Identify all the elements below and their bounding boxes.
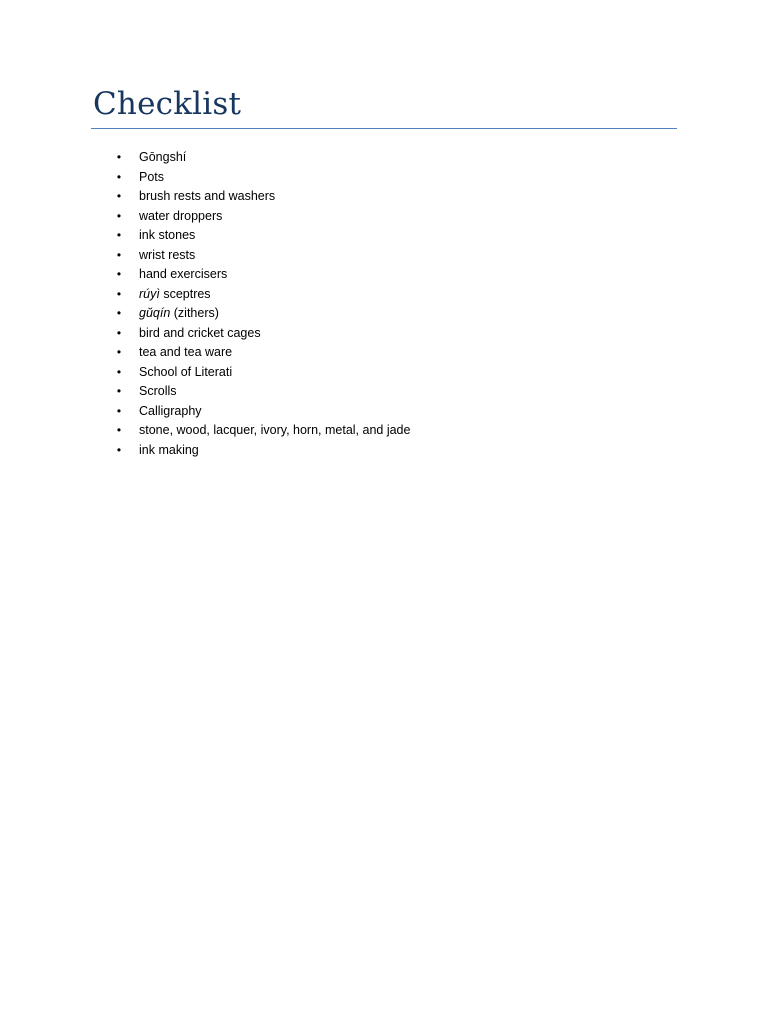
- text-run: Calligraphy: [139, 403, 202, 418]
- list-item-text: [139, 402, 202, 422]
- list-item-text: [139, 421, 410, 441]
- list-item-text: [139, 343, 232, 363]
- list-item-text: [139, 324, 261, 344]
- text-run: Scrolls: [139, 384, 177, 398]
- list-item-text: [139, 207, 222, 227]
- bullet-icon: •: [116, 247, 122, 262]
- text-run: sceptres: [159, 286, 211, 301]
- text-run: water droppers: [139, 208, 223, 223]
- text-run: (zithers): [170, 306, 219, 320]
- list-item-text: [139, 265, 227, 285]
- bullet-icon: •: [116, 169, 122, 184]
- text-run: Gōngshí: [139, 150, 187, 164]
- list-item-text: [139, 168, 164, 188]
- bullet-icon: •: [116, 150, 122, 164]
- page-title: Checklist: [93, 86, 242, 122]
- text-run: ink making: [139, 442, 199, 457]
- bullet-icon: •: [116, 403, 122, 418]
- text-run: stone, wood, lacquer, ivory, horn, metal, and jade: [139, 423, 411, 437]
- text-run: ink stones: [139, 228, 196, 242]
- list-item-text: [139, 285, 211, 305]
- bullet-icon: •: [116, 286, 122, 301]
- bullet-icon: •: [116, 345, 122, 359]
- list-item-text: [139, 441, 199, 461]
- bullet-icon: •: [116, 325, 122, 340]
- list-item-text: [139, 382, 177, 402]
- bullet-icon: •: [116, 306, 122, 320]
- list-item-text: [139, 246, 195, 266]
- bullet-icon: •: [116, 228, 122, 242]
- text-run: bird and cricket cages: [139, 325, 261, 340]
- list-item-text: [139, 363, 232, 383]
- list-item-text: [139, 226, 195, 246]
- text-run: hand exercisers: [139, 267, 228, 281]
- text-run: brush rests and washers: [139, 189, 276, 203]
- text-run: tea and tea ware: [139, 345, 233, 359]
- title-underline-divider: [91, 128, 677, 129]
- list-item-text: [139, 304, 219, 324]
- bullet-icon: •: [116, 364, 122, 379]
- bullet-icon: •: [116, 384, 122, 398]
- list-item-text: [139, 187, 275, 207]
- list-item-text: [139, 148, 186, 168]
- italic-term: rúyì: [139, 286, 160, 301]
- text-run: wrist rests: [139, 247, 196, 262]
- italic-term: gŭqín: [139, 306, 171, 320]
- text-run: Pots: [139, 169, 165, 184]
- bullet-icon: •: [116, 267, 122, 281]
- text-run: School of Literati: [139, 364, 233, 379]
- bullet-icon: •: [116, 423, 122, 437]
- bullet-icon: •: [116, 189, 122, 203]
- bullet-icon: •: [116, 442, 122, 457]
- bullet-icon: •: [116, 208, 122, 223]
